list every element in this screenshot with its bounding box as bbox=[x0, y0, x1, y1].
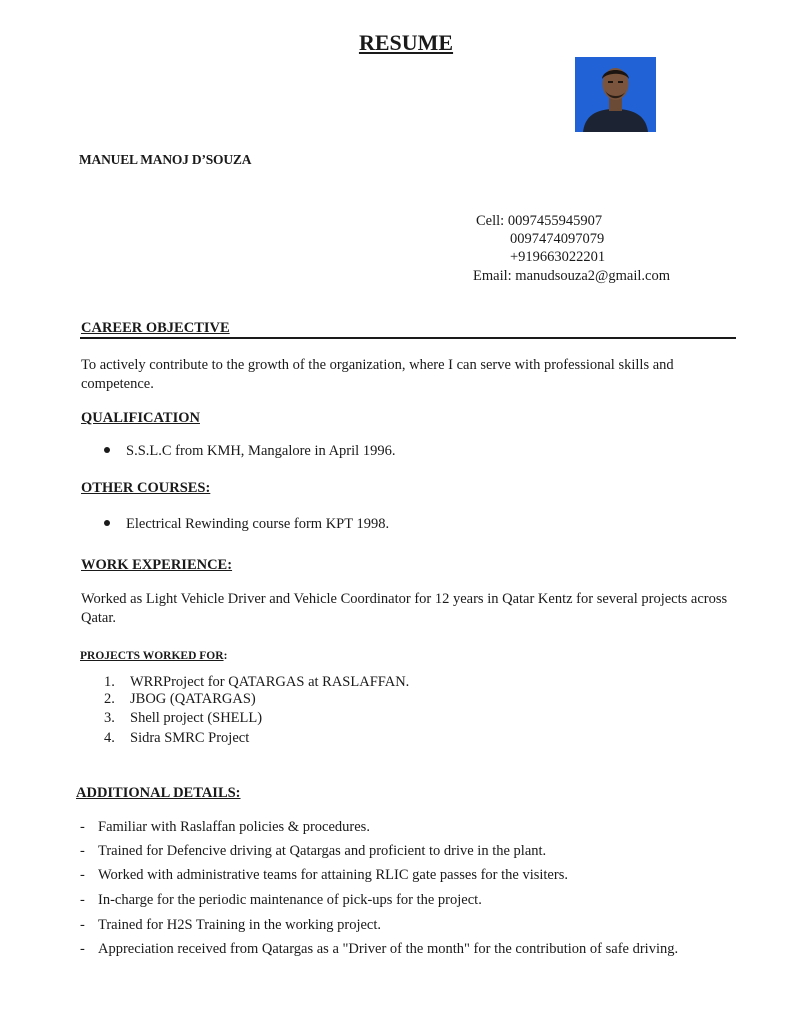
dash-bullet: - bbox=[80, 917, 85, 933]
additional-text: Familiar with Raslaffan policies & procedures. bbox=[98, 819, 370, 835]
additional-text: Trained for H2S Training in the working project. bbox=[98, 917, 382, 933]
cell-label: Cell: bbox=[476, 213, 505, 229]
project-text: JBOG (QATARGAS) bbox=[130, 691, 256, 707]
qualification-item bbox=[104, 443, 395, 460]
applicant-name: MANUEL MANOJ D’SOUZA bbox=[79, 152, 252, 167]
additional-item bbox=[80, 941, 678, 958]
phone-line-3: +919663022201 bbox=[510, 249, 606, 265]
dash-bullet: - bbox=[80, 867, 85, 883]
additional-item bbox=[80, 843, 546, 860]
person-portrait-image bbox=[575, 57, 656, 132]
project-number: 1. bbox=[104, 674, 115, 690]
bullet-icon bbox=[104, 520, 110, 526]
other-courses-heading: OTHER COURSES: bbox=[81, 480, 211, 496]
phone-number: 0097455945907 bbox=[507, 213, 603, 229]
project-text: WRRProject for QATARGAS at RASLAFFAN. bbox=[130, 674, 410, 690]
project-text: Shell project (SHELL) bbox=[130, 710, 263, 726]
additional-text: Appreciation received from Qatargas as a "Driver of the month" for the contribution of safe driving. bbox=[98, 941, 679, 957]
dash-bullet: - bbox=[80, 892, 85, 908]
career-objective-text: To actively contribute to the growth of the organization, where I can serve with professional skills and competence. bbox=[81, 357, 674, 392]
project-item bbox=[104, 710, 262, 727]
projects-heading-text: PROJECTS WORKED FOR bbox=[80, 650, 224, 662]
page-title: RESUME bbox=[358, 30, 454, 55]
phone-line-1 bbox=[476, 213, 602, 230]
bullet-icon bbox=[104, 447, 110, 453]
qualification-heading: QUALIFICATION bbox=[81, 410, 200, 426]
additional-item bbox=[80, 867, 568, 884]
career-objective-heading: CAREER OBJECTIVE bbox=[81, 320, 230, 336]
phone-line-2: 0097474097079 bbox=[510, 231, 605, 247]
work-experience-text: Worked as Light Vehicle Driver and Vehicle Coordinator for 12 years in Qatar Kentz for several projects across Qatar. bbox=[81, 591, 728, 626]
projects-heading-colon: : bbox=[223, 650, 228, 662]
qualification-text: S.S.L.C from KMH, Mangalore in April 1996. bbox=[126, 443, 396, 459]
project-item bbox=[104, 730, 249, 747]
project-number: 2. bbox=[104, 691, 115, 707]
additional-details-heading: ADDITIONAL DETAILS: bbox=[76, 785, 241, 801]
heading-divider bbox=[80, 337, 736, 339]
additional-item bbox=[80, 892, 482, 909]
project-number: 4. bbox=[104, 730, 115, 746]
dash-bullet: - bbox=[80, 843, 85, 859]
project-number: 3. bbox=[104, 710, 115, 726]
course-text: Electrical Rewinding course form KPT 1998. bbox=[126, 516, 390, 532]
additional-text: Worked with administrative teams for attaining RLIC gate passes for the visiters. bbox=[98, 867, 568, 883]
email-address[interactable]: manudsouza2@gmail.com bbox=[515, 268, 670, 284]
email-label: Email: bbox=[473, 268, 512, 284]
email-line bbox=[473, 268, 670, 285]
work-experience-heading: WORK EXPERIENCE: bbox=[81, 557, 233, 573]
additional-text: Trained for Defencive driving at Qatargas and proficient to drive in the plant. bbox=[98, 843, 547, 859]
dash-bullet: - bbox=[80, 941, 85, 957]
project-text: Sidra SMRC Project bbox=[130, 730, 250, 746]
course-item bbox=[104, 516, 389, 533]
profile-photo bbox=[575, 57, 656, 132]
additional-text: In-charge for the periodic maintenance of pick-ups for the project. bbox=[98, 892, 482, 908]
projects-heading bbox=[80, 650, 227, 662]
dash-bullet: - bbox=[80, 819, 85, 835]
project-item bbox=[104, 691, 256, 708]
additional-item bbox=[80, 917, 381, 934]
additional-item bbox=[80, 819, 370, 836]
project-item bbox=[104, 674, 409, 691]
